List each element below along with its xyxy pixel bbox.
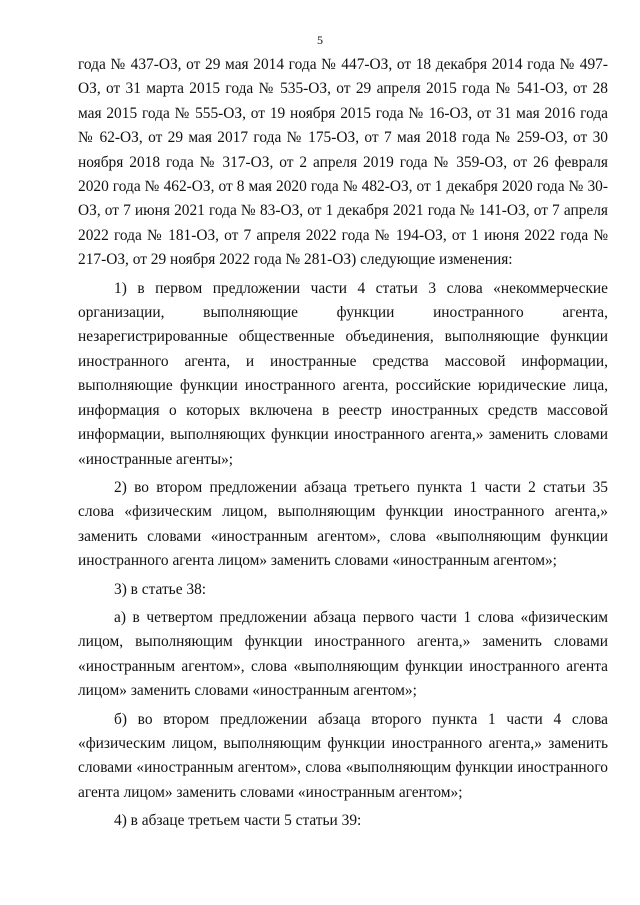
- paragraph-item-3a: а) в четвертом предложении абзаца первого части 1 слова «физическим лицом, выполняющим функции иностранного агента,» заменить словами «иностранным агентом», слова «выполняющим функции иностранного агента лицом» заменить словами «иностранным агентом»;: [78, 608, 608, 700]
- paragraph-item-3: 3) в статье 38:: [114, 580, 207, 598]
- page-number: 5: [317, 33, 323, 47]
- paragraph-amendment-list: года № 437-ОЗ, от 29 мая 2014 года № 447-ОЗ, от 18 декабря 2014 года № 497-ОЗ, от 31 марта 2015 года № 535-ОЗ, от 29 апреля 2015 года № 541-ОЗ, от 28 мая 2015 года № 555-ОЗ, от 19 ноября 2015 года № 16-ОЗ, от 31 мая 2016 года № 62-ОЗ, от 29 мая 2017 года № 175-ОЗ, от 7 мая 2018 года № 259-ОЗ, от 30 ноября 2018 года № 317-ОЗ, от 2 апреля 2019 года № 359-ОЗ, от 26 февраля 2020 года № 462-ОЗ, от 8 мая 2020 года № 482-ОЗ, от 1 декабря 2020 года № 30-ОЗ, от 7 июня 2021 года № 83-ОЗ, от 1 декабря 2021 года № 141-ОЗ, от 7 апреля 2022 года № 181-ОЗ, от 7 апреля 2022 года № 194-ОЗ, от 1 июня 2022 года № 217-ОЗ, от 29 ноября 2022 года № 281-ОЗ) следующие изменения:: [78, 56, 608, 269]
- paragraph-item-1: 1) в первом предложении части 4 статьи 3 слова «некоммерческие организации, выполняющие функции иностранного агента, незарегистрированные общественные объединения, выполняющие функции иностранного агента, и иностранные средства массовой информации, выполняющие функции иностранного агента, российские юридические лица, информация о которых включена в реестр иностранных средств массовой информации, выполняющих функции иностранного агента,» заменить словами «иностранные агенты»;: [78, 279, 608, 468]
- paragraph-item-4: 4) в абзаце третьем части 5 статьи 39:: [114, 812, 362, 830]
- paragraph-item-2: 2) во втором предложении абзаца третьего пункта 1 части 2 статьи 35 слова «физическим лицом, выполняющим функции иностранного агента,» заменить словами «иностранным агентом», слова «выполняющим функции иностранного агента лицом» заменить словами «иностранным агентом»;: [78, 478, 608, 570]
- paragraph-item-3b: б) во втором предложении абзаца второго пункта 1 части 4 слова «физическим лицом, выполняющим функции иностранного агента,» заменить словами «иностранным агентом», слова «выполняющим функции иностранного агента лицом» заменить словами «иностранным агентом»;: [78, 710, 608, 801]
- document-body: [78, 53, 608, 838]
